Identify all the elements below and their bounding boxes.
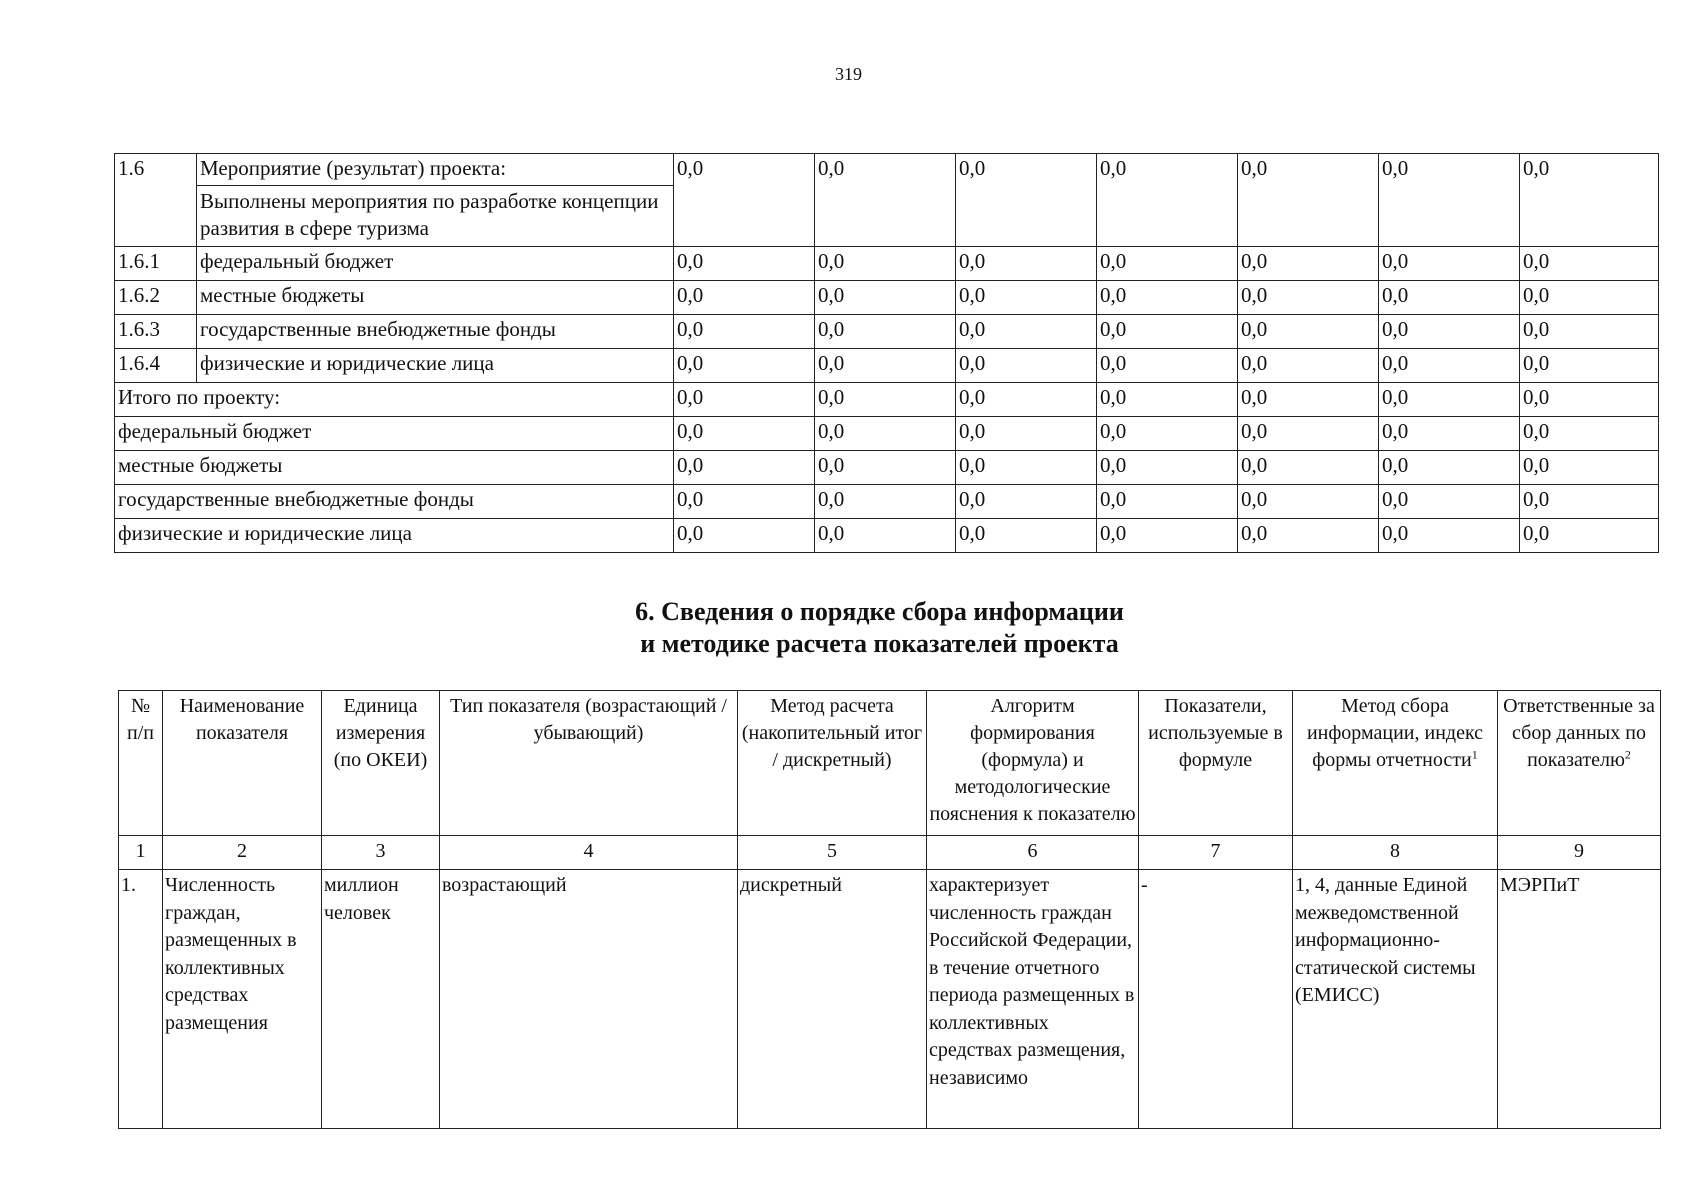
value-cell: 0,0 — [815, 451, 956, 485]
section-title-line-2: и методике расчета показателей проекта — [640, 629, 1119, 658]
value-cell: 0,0 — [1379, 281, 1520, 315]
total-label: государственные внебюджетные фонды — [115, 485, 674, 519]
value-cell: 0,0 — [1520, 383, 1659, 417]
funding-totals — [115, 383, 1659, 553]
header-name: Наименование показателя — [163, 691, 322, 836]
value-cell: 0,0 — [1379, 247, 1520, 281]
cell-indicators: - — [1139, 870, 1293, 1129]
funding-table-body — [115, 154, 1659, 247]
row-number: 1.6.1 — [115, 247, 197, 281]
column-number: 7 — [1139, 836, 1293, 870]
value-cell: 0,0 — [1097, 417, 1238, 451]
total-label: Итого по проекту: — [115, 383, 674, 417]
header-unit: Единица измерения (по ОКЕИ) — [322, 691, 440, 836]
value-cell: 0,0 — [1379, 154, 1520, 247]
row-number: 1.6.4 — [115, 349, 197, 383]
table-row — [115, 154, 1659, 186]
value-cell: 0,0 — [1238, 315, 1379, 349]
event-title: Мероприятие (результат) проекта: — [197, 154, 674, 186]
total-subrow — [115, 485, 1659, 519]
row-label: местные бюджеты — [197, 281, 674, 315]
header-method: Метод расчета (накопительный итог / дискретный) — [738, 691, 927, 836]
value-cell: 0,0 — [1097, 281, 1238, 315]
value-cell: 0,0 — [815, 247, 956, 281]
row-label: физические и юридические лица — [197, 349, 674, 383]
row-number: 1.6 — [115, 154, 197, 247]
header-responsible-text: Ответственные за сбор данных по показателю — [1503, 695, 1655, 771]
table-row — [119, 870, 1661, 1129]
event-description: Выполнены мероприятия по разработке концепции развития в сфере туризма — [197, 186, 674, 247]
value-cell: 0,0 — [674, 485, 815, 519]
cell-unit: миллион человек — [322, 870, 440, 1129]
total-subrow — [115, 417, 1659, 451]
value-cell: 0,0 — [1238, 383, 1379, 417]
value-cell: 0,0 — [1238, 519, 1379, 553]
footnote-marker: 1 — [1471, 747, 1478, 762]
value-cell: 0,0 — [1238, 281, 1379, 315]
value-cell: 0,0 — [1379, 519, 1520, 553]
value-cell: 0,0 — [1097, 519, 1238, 553]
value-cell: 0,0 — [956, 417, 1097, 451]
value-cell: 0,0 — [674, 417, 815, 451]
section-title-line-1: 6. Сведения о порядке сбора информации — [635, 597, 1124, 626]
row-number: 1.6.3 — [115, 315, 197, 349]
section-heading — [0, 596, 1697, 660]
value-cell: 0,0 — [815, 485, 956, 519]
value-cell: 0,0 — [674, 349, 815, 383]
value-cell: 0,0 — [1379, 485, 1520, 519]
methodology-table — [118, 690, 1661, 1129]
value-cell: 0,0 — [1520, 417, 1659, 451]
value-cell: 0,0 — [1238, 451, 1379, 485]
table-row — [115, 281, 1659, 315]
column-number: 5 — [738, 836, 927, 870]
value-cell: 0,0 — [1520, 519, 1659, 553]
value-cell: 0,0 — [674, 315, 815, 349]
column-number: 9 — [1498, 836, 1661, 870]
value-cell: 0,0 — [1379, 417, 1520, 451]
methodology-body — [119, 836, 1661, 1129]
cell-collection: 1, 4, данные Единой межведомственной информационно-статической системы (ЕМИСС) — [1293, 870, 1498, 1129]
cell-algorithm: характеризует численность граждан Российской Федерации, в течение отчетного периода размещенных в коллективных средствах размещения, независимо — [927, 870, 1139, 1129]
column-number-row — [119, 836, 1661, 870]
funding-table — [114, 153, 1659, 553]
value-cell: 0,0 — [956, 349, 1097, 383]
funding-rows — [115, 247, 1659, 383]
value-cell: 0,0 — [1379, 383, 1520, 417]
value-cell: 0,0 — [956, 451, 1097, 485]
value-cell: 0,0 — [1097, 485, 1238, 519]
value-cell: 0,0 — [815, 519, 956, 553]
value-cell: 0,0 — [1379, 349, 1520, 383]
value-cell: 0,0 — [1097, 349, 1238, 383]
value-cell: 0,0 — [1097, 154, 1238, 247]
value-cell: 0,0 — [956, 315, 1097, 349]
value-cell: 0,0 — [1520, 315, 1659, 349]
value-cell: 0,0 — [815, 315, 956, 349]
table-row — [115, 349, 1659, 383]
value-cell: 0,0 — [674, 154, 815, 247]
footnote-marker: 2 — [1624, 747, 1631, 762]
row-label: государственные внебюджетные фонды — [197, 315, 674, 349]
value-cell: 0,0 — [815, 349, 956, 383]
header-type: Тип показателя (возрастающий / убывающий) — [440, 691, 738, 836]
value-cell: 0,0 — [1520, 451, 1659, 485]
value-cell: 0,0 — [1238, 154, 1379, 247]
total-label: местные бюджеты — [115, 451, 674, 485]
table-row — [115, 247, 1659, 281]
column-number: 4 — [440, 836, 738, 870]
value-cell: 0,0 — [956, 281, 1097, 315]
value-cell: 0,0 — [674, 519, 815, 553]
value-cell: 0,0 — [1520, 247, 1659, 281]
value-cell: 0,0 — [815, 417, 956, 451]
header-algorithm: Алгоритм формирования (формула) и методологические пояснения к показателю — [927, 691, 1139, 836]
cell-name: Численность граждан, размещенных в коллективных средствах размещения — [163, 870, 322, 1129]
value-cell: 0,0 — [674, 383, 815, 417]
column-number: 8 — [1293, 836, 1498, 870]
value-cell: 0,0 — [1238, 349, 1379, 383]
value-cell: 0,0 — [815, 154, 956, 247]
value-cell: 0,0 — [1097, 383, 1238, 417]
cell-method: дискретный — [738, 870, 927, 1129]
row-label: федеральный бюджет — [197, 247, 674, 281]
value-cell: 0,0 — [1520, 485, 1659, 519]
page-number: 319 — [835, 64, 862, 84]
table-row — [115, 315, 1659, 349]
header-indicators: Показатели, используемые в формуле — [1139, 691, 1293, 836]
value-cell: 0,0 — [956, 519, 1097, 553]
cell-type: возрастающий — [440, 870, 738, 1129]
cell-num: 1. — [119, 870, 163, 1129]
total-label: физические и юридические лица — [115, 519, 674, 553]
header-row — [119, 691, 1661, 836]
value-cell: 0,0 — [674, 247, 815, 281]
value-cell: 0,0 — [1097, 315, 1238, 349]
total-subrow — [115, 451, 1659, 485]
value-cell: 0,0 — [1520, 281, 1659, 315]
column-number: 1 — [119, 836, 163, 870]
value-cell: 0,0 — [1097, 451, 1238, 485]
total-row — [115, 383, 1659, 417]
value-cell: 0,0 — [674, 451, 815, 485]
header-num: № п/п — [119, 691, 163, 836]
value-cell: 0,0 — [1238, 417, 1379, 451]
value-cell: 0,0 — [1520, 154, 1659, 247]
value-cell: 0,0 — [1379, 451, 1520, 485]
methodology-header — [119, 691, 1661, 836]
value-cell: 0,0 — [1379, 315, 1520, 349]
total-label: федеральный бюджет — [115, 417, 674, 451]
header-collection — [1293, 691, 1498, 836]
header-collection-text: Метод сбора информации, индекс формы отчетности — [1306, 695, 1484, 771]
column-number: 6 — [927, 836, 1139, 870]
cell-responsible: МЭРПиТ — [1498, 870, 1661, 1129]
value-cell: 0,0 — [815, 281, 956, 315]
row-number: 1.6.2 — [115, 281, 197, 315]
value-cell: 0,0 — [956, 383, 1097, 417]
value-cell: 0,0 — [1097, 247, 1238, 281]
total-subrow — [115, 519, 1659, 553]
value-cell: 0,0 — [674, 281, 815, 315]
column-number: 2 — [163, 836, 322, 870]
value-cell: 0,0 — [956, 247, 1097, 281]
column-number: 3 — [322, 836, 440, 870]
value-cell: 0,0 — [1238, 485, 1379, 519]
value-cell: 0,0 — [1238, 247, 1379, 281]
header-responsible — [1498, 691, 1661, 836]
value-cell: 0,0 — [815, 383, 956, 417]
value-cell: 0,0 — [956, 485, 1097, 519]
value-cell: 0,0 — [956, 154, 1097, 247]
value-cell: 0,0 — [1520, 349, 1659, 383]
